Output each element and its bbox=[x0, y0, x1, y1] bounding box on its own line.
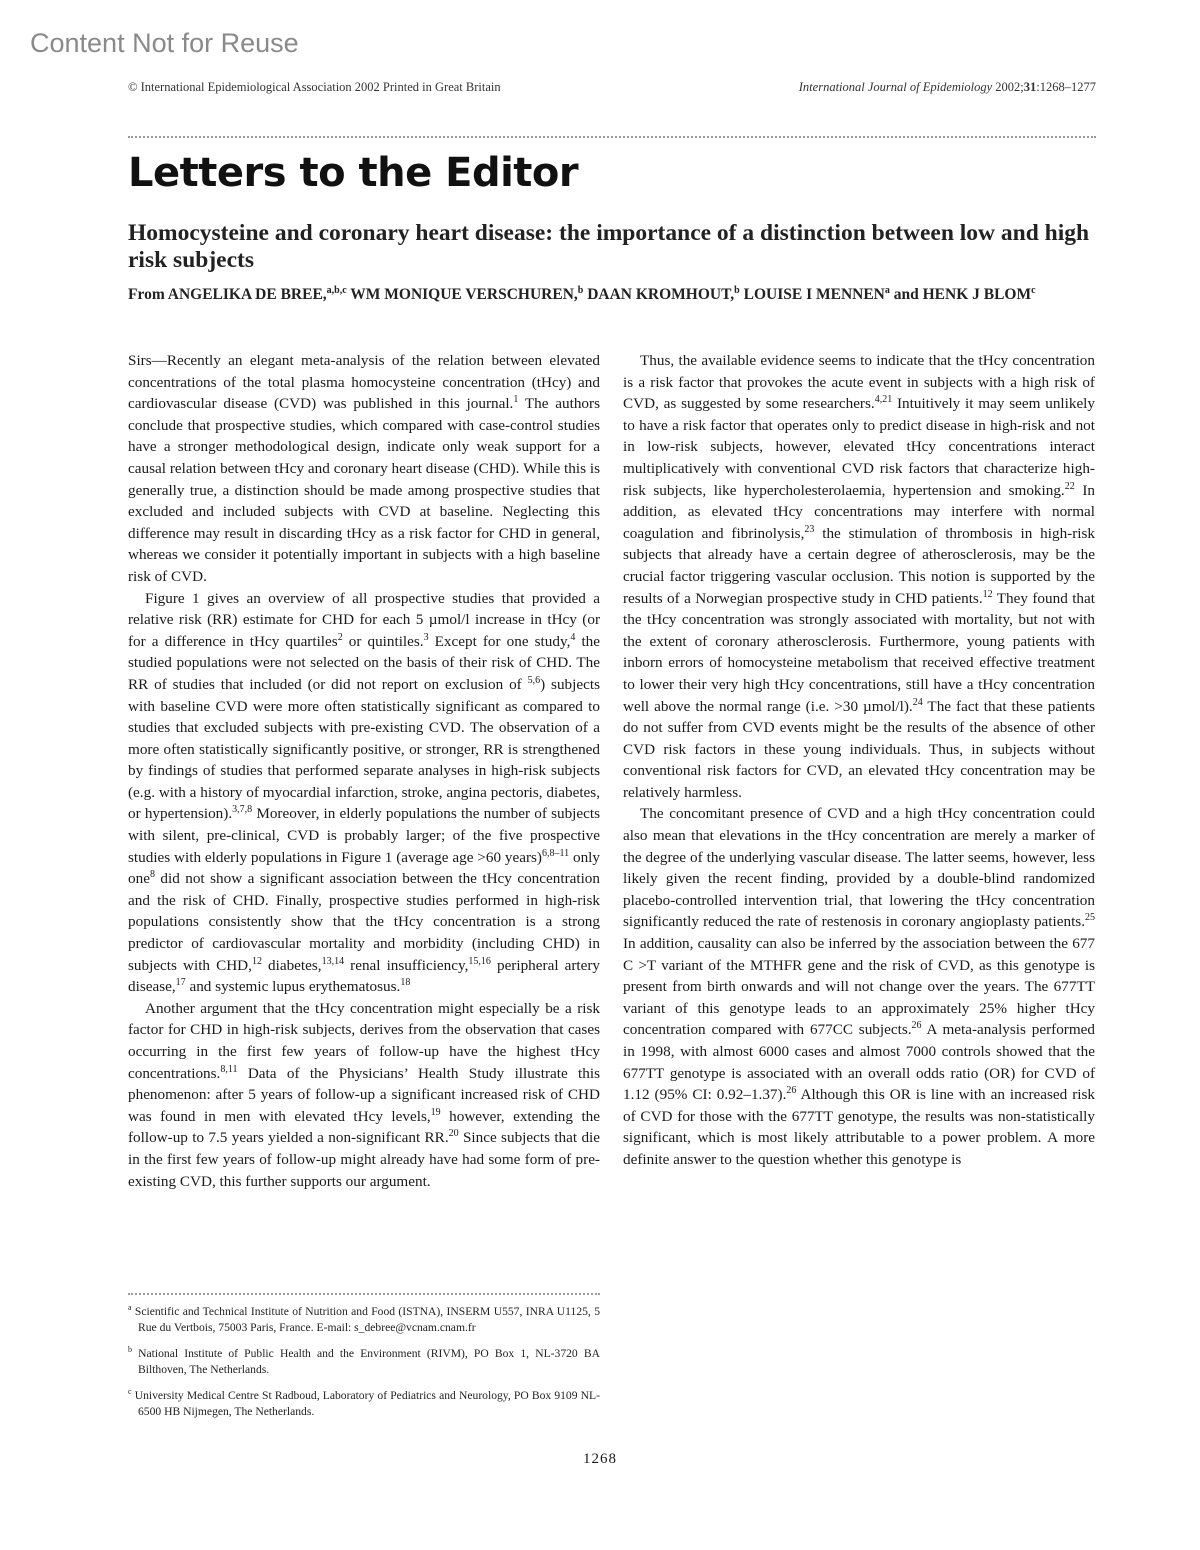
journal-citation: International Journal of Epidemiology 2002;31:1268–1277 bbox=[798, 80, 1096, 94]
paragraph: Thus, the available evidence seems to indicate that the tHcy concentration is a risk factor that provokes the acute event in subjects with a high risk of CVD, as suggested by some researchers.$^{4,21}$ Intuitively it may seem unlikely to have a risk factor that operates only to predict disease in high-risk and not in low-risk subjects, however, elevated tHcy concentrations interact multiplicatively with conventional CVD risk factors that characterize high-risk subjects, like hypercholesterolaemia, hypertension and smoking.$^{22}$ In addition, as elevated tHcy concentrations may interfere with normal coagulation and fibrinolysis,$^{23}$ the stimulation of thrombosis in high-risk subjects that already have a certain degree of atherosclerosis, may be the crucial factor triggering vascular occlusion. This notion is supported by the results of a Norwegian prospective study in CHD patients.$^{12}$ They found that the tHcy concentration was strongly associated with mortality, but not with the extent of coronary atherosclerosis. Furthermore, young patients with inborn errors of homocysteine metabolism that received effective treatment to lower their very high tHcy concentrations, still have a tHcy concentration well above the normal range (i.e. >30 µmol/l).$^{24}$ The fact that these patients do not suffer from CVD events might be the results of the absence of other CVD risk factors in these young individuals. Thus, in subjects without conventional risk factors for CVD, an elevated tHcy concentration may be relatively harmless. bbox=[623, 352, 1096, 801]
footnote-c: $^c$ University Medical Centre St Radboud, Laboratory of Pediatrics and Neurology, PO Box 9109 NL-6500 HB Nijmegen, The Netherlands. bbox=[128, 1386, 600, 1418]
watermark: Content Not for Reuse bbox=[30, 28, 299, 58]
article-title: Homocysteine and coronary heart disease: the importance of a distinction between low and high risk subjects bbox=[128, 220, 1090, 273]
affiliation-footnotes bbox=[128, 1300, 600, 1426]
footnote-a: $^a$ Scientific and Technical Institute of Nutrition and Food (ISTNA), INSERM U557, INRA U1125, 5 Rue du Vertbois, 75003 Paris, France. E-mail: s_debree@vcnam.cnam.fr bbox=[128, 1303, 600, 1334]
author-list: From ANGELIKA DE BREE,$^{a,b,c}$ WM MONIQUE VERSCHUREN,$^b$ DAAN KROMHOUT,$^b$ LOUISE I MENNEN$^a$ and HENK J BLOM$^c$ bbox=[128, 285, 1036, 304]
body-column-right bbox=[623, 350, 1095, 1171]
body-column-left bbox=[128, 350, 600, 1192]
footnote-divider bbox=[128, 1293, 600, 1295]
paragraph: Figure 1 gives an overview of all prospective studies that provided a relative risk (RR) estimate for CHD for each 5 µmol/l increase in tHcy (or for a difference in tHcy quartiles$^2$ or quintiles.$^3$ Except for one study,$^4$ the studied populations were not selected on the basis of their risk of CHD. The RR of studies that included (or did not report on exclusion of $^{5,6}$) subjects with baseline CVD were more often statistically significant as compared to studies that excluded subjects with pre-existing CVD. The observation of a more often statistically significantly positive, or stronger, RR is strengthened by findings of studies that performed separate analyses in high-risk subjects (e.g. with a history of myocardial infarction, stroke, angina pectoris, diabetes, or hypertension).$^{3,7,8}$ Moreover, in elderly populations the number of subjects with silent, pre-clinical, CVD is probably larger; of the five prospective studies with elderly populations in Figure 1 (average age >60 years)$^{6,8-11}$ only one$^8$ did not show a significant association between the tHcy concentration and the risk of CHD. Finally, prospective studies performed in high-risk populations consistently show that the tHcy concentration is a strong predictor of cardiovascular mortality and morbidity (including CHD) in subjects with CHD,$^{12}$ diabetes,$^{13,14}$ renal insufficiency,$^{15,16}$ peripheral artery disease,$^{17}$ and systemic lupus erythematosus.$^{18}$ bbox=[128, 589, 601, 996]
paragraph: Another argument that the tHcy concentration might especially be a risk factor for CHD in high-risk subjects, derives from the observation that cases occurring in the first few years of follow-up have the highest tHcy concentrations.$^{8,11}$ Data of the Physicians’ Health Study illustrate this phenomenon: after 5 years of follow-up a significant increased risk of CHD was found in men with elevated tHcy levels,$^{19}$ however, extending the follow-up to 7.5 years yielded a non-significant RR.$^{20}$ Since subjects that die in the first few years of follow-up might already have had some form of pre-existing CVD, this further supports our argument. bbox=[128, 999, 601, 1190]
copyright-line: © International Epidemiological Association 2002 Printed in Great Britain bbox=[128, 80, 501, 94]
header-divider bbox=[128, 136, 1096, 138]
paragraph: Sirs—Recently an elegant meta-analysis of the relation between elevated concentrations of the total plasma homocysteine concentration (tHcy) and cardiovascular disease (CVD) was published in this journal.$^1$ The authors conclude that prospective studies, which compared with case-control studies have a stronger methodological design, indicate only weak support for a causal relation between tHcy and coronary heart disease (CHD). While this is generally true, a distinction should be made among prospective studies that excluded and included subjects with CVD at baseline. Neglecting this difference may result in discarding tHcy as a risk factor for CHD in general, whereas we consider it potentially important in subjects with a high baseline risk of CVD. bbox=[128, 352, 600, 585]
paragraph: The concomitant presence of CVD and a high tHcy concentration could also mean that elevations in the tHcy concentration are merely a marker of the degree of the underlying vascular disease. The latter seems, however, less likely given the recent finding, provided by a double-blind randomized placebo-controlled intervention trial, that lowering the tHcy concentration significantly reduced the rate of restenosis in coronary angioplasty patients.$^{25}$ In addition, causality can also be inferred by the association between the 677 C >T variant of the MTHFR gene and the risk of CVD, as this genotype is present from birth onwards and will not change over the years. The 677TT variant of this genotype leads to an approximately 25% higher tHcy concentration compared with 677CC subjects.$^{26}$ A meta-analysis performed in 1998, with almost 6000 cases and almost 7000 controls showed that the 677TT genotype is associated with an overall odds ratio (OR) for CVD of 1.12 (95% CI: 0.92–1.37).$^{26}$ Although this OR is line with an increased risk of CVD for those with the 677TT genotype, the results was non-statistically significant, which is most likely attributable to a power problem. A more definite answer to the question whether this genotype is bbox=[623, 805, 1095, 1168]
footnote-b: $^b$ National Institute of Public Health and the Environment (RIVM), PO Box 1, NL-3720 BA Bilthoven, The Netherlands. bbox=[128, 1344, 600, 1376]
page-number: 1268 bbox=[583, 1451, 617, 1467]
section-title: Letters to the Editor bbox=[128, 150, 579, 196]
